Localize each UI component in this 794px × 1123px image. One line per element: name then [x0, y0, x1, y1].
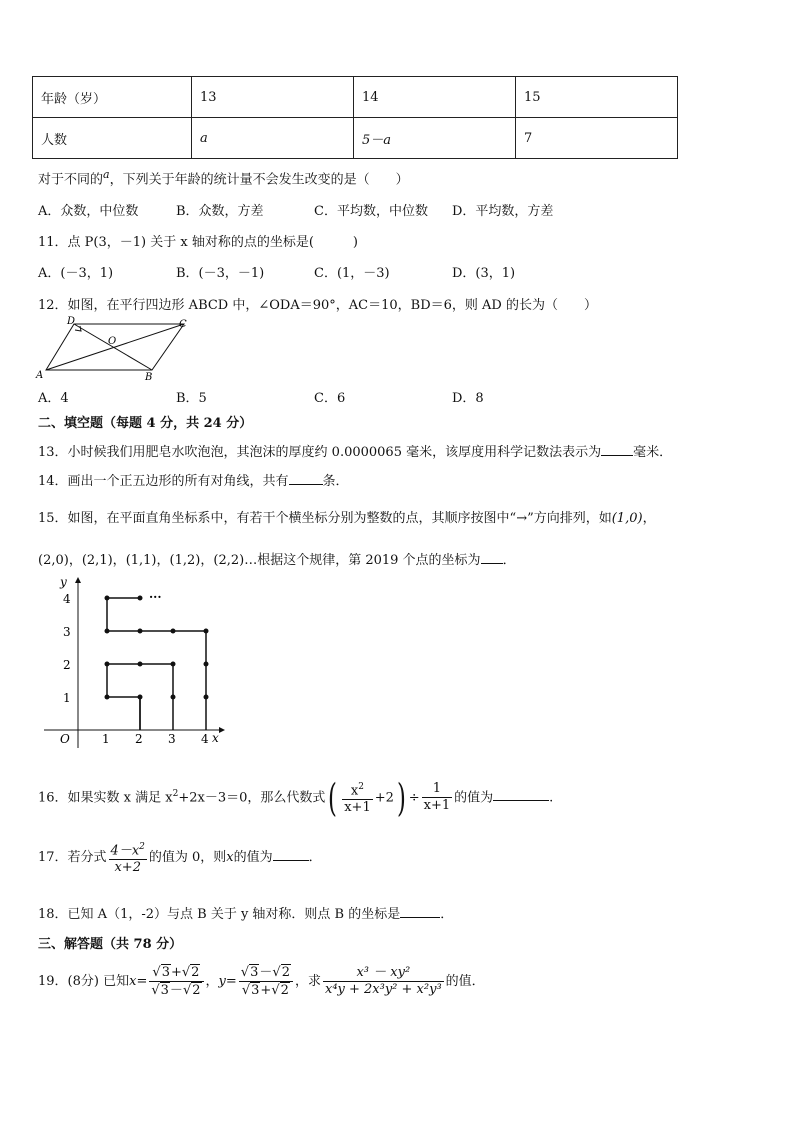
q14-text: 条．: [322, 474, 349, 489]
answer-blank: [481, 551, 503, 564]
denominator: x+2: [114, 860, 141, 876]
q15-point: (1,2): [169, 553, 201, 568]
q16-text: +2x－3＝0，那么代数式: [178, 790, 326, 806]
answer-blank: [273, 848, 309, 861]
answer-blank: [601, 443, 633, 456]
point: [138, 662, 143, 667]
point: [105, 695, 110, 700]
section-title: 三、解答题（共 78 分）: [38, 937, 183, 952]
table-cell: 年龄（岁）: [33, 77, 192, 118]
radicand: 2: [281, 965, 290, 980]
point: [138, 629, 143, 634]
q17-text: ．: [308, 850, 322, 866]
var-x: x: [129, 974, 137, 989]
x-tick: 1: [102, 732, 110, 746]
point-markers: [105, 596, 209, 700]
label-b: B: [145, 372, 153, 382]
q15-text: 15．如图，在平面直角坐标系中，有若干个横坐标分别为整数的点，其顺序按图中“→”方向排列，如: [38, 511, 612, 526]
label-a: A: [36, 370, 44, 381]
q15-sep: ，: [156, 553, 170, 568]
q17-var: x: [226, 850, 234, 866]
q19-text: 19．(8分) 已知: [38, 974, 130, 989]
operator: +: [170, 965, 182, 980]
q10-option-d: D．平均数，方差: [452, 204, 554, 219]
point: [171, 629, 176, 634]
q19-text: =: [136, 974, 148, 989]
table-cell: 14: [354, 77, 516, 118]
y-tick: 2: [63, 658, 71, 672]
q16-text: ÷: [408, 790, 420, 806]
q15-point: (1,0): [611, 511, 643, 526]
var-y: y: [218, 974, 226, 989]
q10-option-c: C．平均数，中位数: [314, 204, 428, 219]
numerator: 1: [422, 781, 453, 798]
q15-sep: ，: [200, 553, 214, 568]
denominator: x+1: [423, 798, 451, 814]
q10-stem-text: ，下列关于年龄的统计量不会发生改变的是（ ）: [109, 172, 409, 188]
q12-option-a: A．4: [38, 391, 69, 406]
exponent: 2: [139, 842, 145, 852]
table-cell: 15: [516, 77, 678, 118]
q10-option-a: A．众数，中位数: [38, 204, 139, 219]
q16: 16．如果实数 x 满足 $x^2+2x-3=0$，那么代数式( $\frac{x^2}{x+1}$ +2) ÷ $\frac{1}{x+1}$ 的值为 .: [38, 775, 554, 820]
q13-text: 13．小时候我们用肥皂水吹泡泡，其泡沫的厚度约 0.0000065 毫米，该厚度用科学记数法表示为: [38, 445, 602, 460]
q15-text: …根据这个规律，第 2019 个点的坐标为: [244, 553, 481, 568]
q15-text: ，: [642, 511, 656, 526]
section-title: 二、填空题（每题 4 分，共 24 分）: [38, 416, 253, 431]
q18-text: ．: [440, 907, 454, 922]
parallelogram-figure: [34, 314, 204, 382]
label-o: O: [108, 336, 117, 347]
x-tick: 3: [168, 732, 176, 746]
q17-text: 17．若分式: [38, 850, 107, 866]
continuation-ellipsis: ···: [149, 590, 162, 604]
exponent: 2: [358, 782, 364, 793]
q11-option-c: C．(1，－3): [314, 266, 390, 281]
table-cell: 5－a: [354, 118, 516, 159]
q11-stem: 11．点 P(3，－1) 关于 x 轴对称的点的坐标是( ): [38, 235, 358, 250]
point: [105, 629, 110, 634]
q15-point: (2,2): [213, 553, 245, 568]
q15-sep: ，: [68, 553, 82, 568]
diagonal-bd: [74, 324, 152, 370]
y-tick: 4: [63, 592, 71, 606]
fraction: [422, 781, 453, 814]
right-paren: ): [396, 775, 406, 820]
q19-text: =: [225, 974, 237, 989]
label-c: C: [179, 319, 187, 330]
q15-line1: [38, 507, 656, 526]
table-row: [33, 77, 678, 118]
q15-line2: [38, 549, 516, 568]
age-count-table: [32, 76, 678, 159]
q17: [38, 839, 322, 876]
x-axis-label: x: [212, 731, 219, 745]
q13-text: 毫米．: [633, 445, 673, 460]
table-cell: 人数: [33, 118, 192, 159]
point: [204, 662, 209, 667]
y-tick: 1: [63, 691, 71, 705]
q19-text: ，: [205, 974, 219, 989]
fraction: [109, 839, 147, 876]
x-tick: 4: [201, 732, 209, 746]
denominator: x+1: [344, 800, 371, 816]
denominator: x⁴y + 2x³y² + x²y³: [324, 982, 442, 997]
q18-text: 18．已知 A（1，-2）与点 B 关于 y 轴对称．则点 B 的坐标是: [38, 907, 401, 922]
q12-option-b: B．5: [176, 391, 207, 406]
q13: [38, 441, 672, 460]
operator: +: [260, 983, 272, 998]
radicand: 3: [160, 983, 169, 998]
q16-text: 16．如果实数 x 满足 x: [38, 790, 173, 806]
q11-option-b: B．(－3，－1): [176, 266, 265, 281]
q15-point: (2,0): [38, 553, 69, 568]
radicand: 3: [161, 965, 170, 980]
q14-text: 14．画出一个正五边形的所有对角线，共有: [38, 474, 289, 489]
q15-text: ．: [502, 553, 516, 568]
radicand: 2: [280, 983, 289, 998]
q10-stem-text: 对于不同的: [38, 172, 104, 188]
q15-point: (2,1): [81, 553, 113, 568]
q16-text: 的值为: [454, 790, 494, 806]
operator: －: [259, 965, 273, 980]
numerator: 4－x: [110, 843, 140, 859]
label-d: D: [67, 316, 76, 327]
fraction-x: $\frac{√3+√2}{√3-√2}$: [149, 964, 203, 999]
operator: －: [169, 983, 183, 998]
answer-blank: [289, 472, 323, 485]
q12-option-d: D．8: [452, 391, 484, 406]
fraction-y: $\frac{√3-√2}{√3+√2}$: [239, 964, 293, 999]
radicand: 3: [250, 965, 259, 980]
fraction-expression: [323, 965, 444, 998]
q17-text: 的值为 0，则: [148, 850, 227, 866]
answer-blank: [400, 905, 440, 918]
coordinate-graph: [36, 572, 236, 752]
radicand: 3: [251, 983, 260, 998]
q15-sep: ，: [112, 553, 126, 568]
table-row: [33, 118, 678, 159]
y-axis-label: y: [60, 575, 67, 589]
exponent: 2: [172, 789, 179, 799]
y-tick: 3: [63, 625, 71, 639]
q19-text: ，求: [294, 974, 321, 989]
q11-option-d: D．(3，1): [452, 266, 516, 281]
q12-option-c: C．6: [314, 391, 346, 406]
point: [171, 662, 176, 667]
point: [138, 596, 143, 601]
table-cell: 7: [516, 118, 678, 159]
x-tick: 2: [135, 732, 143, 746]
q10-option-b: B．众数，方差: [176, 204, 264, 219]
q10-var: a: [103, 168, 110, 181]
radicand: 2: [192, 983, 201, 998]
point: [105, 662, 110, 667]
radicand: 2: [191, 965, 200, 980]
q11-option-a: A．(－3，1): [38, 266, 114, 281]
table-cell: 13: [192, 77, 354, 118]
point: [105, 596, 110, 601]
numerator: x³ － xy²: [323, 965, 444, 982]
fraction: [342, 779, 373, 816]
point: [204, 629, 209, 634]
point: [138, 695, 143, 700]
q10-stem: [38, 168, 409, 187]
q19: [38, 962, 485, 1002]
q12-stem: 12．如图，在平行四边形 ABCD 中，∠ODA＝90°，AC＝10，BD＝6，则 AD 的长为（ ）: [38, 298, 597, 313]
table-cell: a: [192, 118, 354, 159]
q19-text: 的值．: [445, 974, 485, 989]
q17-text: 的值为: [233, 850, 273, 866]
point: [171, 695, 176, 700]
diagonal-ac: [46, 324, 184, 370]
left-paren: (: [328, 775, 338, 820]
origin-label: O: [60, 732, 70, 746]
q18: [38, 903, 453, 922]
q15-point: (1,1): [125, 553, 157, 568]
q14: [38, 470, 349, 489]
q16-text: +2: [374, 790, 394, 806]
numerator: x: [350, 783, 359, 799]
point: [204, 695, 209, 700]
answer-blank: [493, 788, 549, 801]
